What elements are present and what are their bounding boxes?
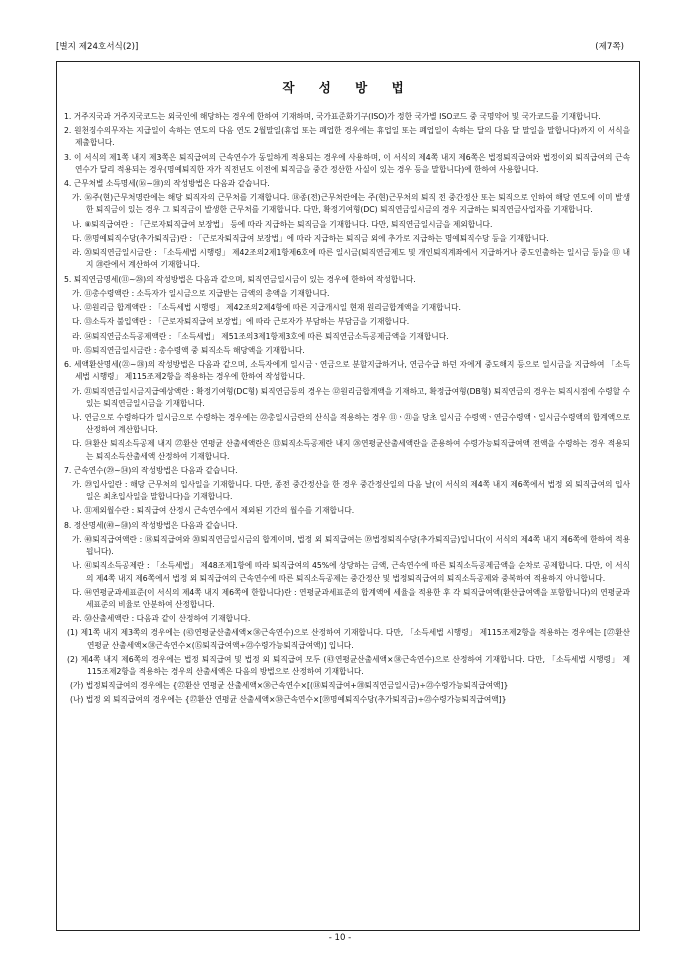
instruction-subitem: 가. ⑪총수령액란 : 소득자가 일시금으로 지급받는 금액의 총액을 기재합니다. <box>72 288 330 298</box>
form-label: [별지 제24호서식(2)] <box>56 42 139 52</box>
instruction-subitem: 다. ⑲명예퇴직수당(추가퇴직금)란 : 「근로자퇴직급여 보장법」에 따라 지급하는 퇴직금 외에 추가로 지급하는 명예퇴직수당 등을 기재합니다. <box>72 233 549 243</box>
instruction-subitem: (2) 제4쪽 내지 제6쪽의 경우에는 법정 퇴직급여 및 법정 외 퇴직급여 모두 (㊸연평균산출세액×㊳근속연수)으로 산정하여 기재합니다. 다만, 「소득세법 시행령」 제115조제2항을 적용하는 경우의 산출세액은 다음의 방법으로 산정하여 기재합니다. <box>67 654 630 676</box>
instruction-item: 6. 세액환산명세(㉑~㉘)의 작성방법은 다음과 같으며, 소득자에게 일시금ㆍ연금으로 분할지급하거나, 연금수급 하던 자에게 중도해지 등으로 일시금을 지급하여 「소득세법 시행령」 제115조제2항을 적용하는 경우에 한하여 작성합니다. <box>64 360 630 382</box>
page-header <box>56 40 624 54</box>
instruction-subitem: 마. ⑮퇴직연금일시금란 : 총수령액 중 퇴직소득 해당액을 기재합니다. <box>72 346 305 356</box>
instruction-subitem: 라. ㊿산출세액란 : 다음과 같이 산정하여 기재합니다. <box>72 614 251 624</box>
instruction-item: 7. 근속연수(㉙~㉞)의 작성방법은 다음과 같습니다. <box>64 465 238 475</box>
instruction-subitem: 가. ㉙입사일란 : 해당 근무처의 입사일을 기재합니다. 다만, 종전 중간정산을 한 경우 중간정산일의 다음 날(이 서식의 제4쪽 내지 제6쪽에서 법정 외 퇴직급여의 입사일은 최초입사일을 말합니다)을 기재합니다. <box>72 480 630 502</box>
instruction-subitem: (나) 법정 외 퇴직급여의 경우에는 {㉗환산 연평균 산출세액×㊳근속연수×[⑲명예퇴직수당(추가퇴직금)÷㉓수령가능퇴직급여액]} <box>70 695 507 705</box>
instruction-subitem: 나. ⑫원리금 합계액란 : 「소득세법 시행령」 제42조의2제4항에 따른 지급개시일 현재 원리금합계액을 기재합니다. <box>72 303 461 313</box>
instruction-subitem: 다. ㊹연평균과세표준(이 서식의 제4쪽 내지 제6쪽에 한합니다)란 : 연평균과세표준의 합계액에 세율을 적용한 후 각 퇴직급여액(환산급여액을 포함합니다)의 연평균과세표준의 비율로 안분하여 산정합니다. <box>72 587 630 609</box>
instruction-subitem: (1) 제1쪽 내지 제3쪽의 경우에는 (㊸연평균산출세액×㊳근속연수)으로 산정하여 기재합니다. 다만, 「소득세법 시행령」 제115조제2항을 적용하는 경우에는 [㉗환산 연평균 산출세액×㊳근속연수×(⑮퇴직급여액÷㉓수령가능퇴직급여액)] 입니다. <box>67 628 630 650</box>
instruction-subitem: 나. 연금으로 수령하다가 일시금으로 수령하는 경우에는 ㉒총일시금란의 산식을 적용하는 경우 ⑪ㆍ㉑을 당초 일시금 수령액ㆍ연금수령액ㆍ일시금수령액의 합계액으로 산정하여 계산합니다. <box>72 413 630 435</box>
instruction-subitem: (가) 법정퇴직급여의 경우에는 {㉗환산 연평균 산출세액×㊳근속연수×[(⑱퇴직급여+⑳퇴직연금일시금)÷㉓수령가능퇴직급여액]} <box>70 681 509 691</box>
instruction-subitem: 가. ㊵퇴직급여액란 : ⑱퇴직급여와 ⑳퇴직연금일시금의 합계이며, 법정 외 퇴직급여는 ⑲법정퇴직수당(추가퇴직금)입니다(이 서식의 제4쪽 내지 제6쪽에 한하여 적용됩니다). <box>72 535 630 557</box>
instruction-subitem: 나. ㊶퇴직소득공제란 : 「소득세법」 제48조제1항에 따라 퇴직급여의 45%에 상당하는 금액, 근속연수에 따른 퇴직소득공제금액을 순차로 공제합니다. 다만, 이 서식의 제4쪽 내지 제6쪽에서 법정 외 퇴직급여의 근속연수에 따른 퇴직소득공제는 중간정산 및 법정퇴직급여의 퇴직소득공제와 중복하여 적용하지 아니합니다. <box>72 561 630 583</box>
instruction-subitem: 가. ㉑퇴직연금일시금지급예상액란 : 확정기여형(DC형) 퇴직연금등의 경우는 ⑫원리금합계액을 기재하고, 확정급여형(DB형) 퇴직연금의 경우는 퇴직시점에 수령할 수 있는 퇴직연금일시금을 기재합니다. <box>72 386 630 408</box>
instructions-box <box>56 61 640 931</box>
instruction-item: 1. 거주지국과 거주지국코드는 외국인에 해당하는 경우에 한하여 기재하며, 국가표준화기구(ISO)가 정한 국가별 ISO코드 중 국명약어 및 국가코드를 기재합니다. <box>64 112 601 121</box>
instruction-subitem: 나. ⑧퇴직급여란 : 「근로자퇴직급여 보장법」 등에 따라 지급하는 퇴직금을 기재합니다. 다만, 퇴직연금일시금을 제외합니다. <box>72 219 493 229</box>
document-title: 작 성 방 법 <box>282 80 414 95</box>
instruction-subitem: 가. ⑯주(현)근무처명란에는 해당 퇴직자의 근무처를 기재합니다. ⑱종(전)근무처란에는 주(현)근무처의 퇴직 전 중간정산 또는 퇴직으로 인하여 해당 연도에 이미 발생한 퇴직금이 있는 경우 그 퇴직금이 발생한 근무처를 기재합니다. 다만, 확정기여형(DC) 퇴직연금일시금의 경우 지급하는 퇴직연금사업자를 기재합니다. <box>72 193 630 215</box>
instruction-item: 4. 근무처별 소득명세(⑯~⑳)의 작성방법은 다음과 같습니다. <box>64 179 270 189</box>
page-number: - 10 - <box>328 933 352 943</box>
page-label: (제7쪽) <box>595 42 624 52</box>
instruction-item: 3. 이 서식의 제1쪽 내지 제3쪽은 퇴직급여의 근속연수가 동일하게 적용되는 경우에 사용하며, 이 서식의 제4쪽 내지 제6쪽은 법정퇴직급여와 법정이외 퇴직급여의 근속연수가 달리 적용되는 경우(명예퇴직한 자가 직전년도 이전에 퇴직금을 중간 정산한 사실이 있는 경우 등을 말합니다)에 한하여 사용합니다. <box>64 152 630 174</box>
instruction-subitem: 나. ㉛제외월수란 : 퇴직급여 산정시 근속연수에서 제외된 기간의 월수를 기재합니다. <box>72 506 355 516</box>
instruction-subitem: 다. ⑬소득자 불입액란 : 「근로자퇴직급여 보장법」에 따라 근로자가 부담하는 부담금을 기재합니다. <box>72 317 410 327</box>
instruction-item: 2. 원천징수의무자는 지급일이 속하는 연도의 다음 연도 2월말일(휴업 또는 폐업한 경우에는 휴업일 또는 폐업일이 속하는 달의 다음 달 말일을 말합니다)까지 이 서식을 제출합니다. <box>64 126 630 148</box>
instruction-subitem: 라. ⑳퇴직연금일시금란 : 「소득세법 시행령」 제42조의2제1항제6호에 따른 일시금(퇴직연금제도 및 개인퇴직계좌에서 지급하거나 중도인출하는 일시금 등)을 ⑪ 내지 ⑳란에서 계산하여 기재합니다. <box>72 248 630 270</box>
instruction-subitem: 라. ⑭퇴직연금소득공제액란 : 「소득세법」 제51조의3제1항제3호에 따른 퇴직연금소득공제금액을 기재합니다. <box>72 331 449 341</box>
instruction-item: 8. 정산명세(㊵~㊿)의 작성방법은 다음과 같습니다. <box>64 520 238 530</box>
instruction-subitem: 다. ㉔환산 퇴직소득공제 내지 ㉗환산 연평균 산출세액란은 ⑬퇴직소득공제란 내지 ㉘연평균산출세액란을 준용하여 수령가능퇴직급여액 전액을 수령하는 경우 적용되는 퇴직소득산출세액 산정하여 기재합니다. <box>72 439 630 461</box>
instructions-body <box>64 111 630 709</box>
instruction-item: 5. 퇴직연금명세(⑪~㉘)의 작성방법은 다음과 같으며, 퇴직연금일시금이 있는 경우에 한하여 작성합니다. <box>64 274 416 284</box>
